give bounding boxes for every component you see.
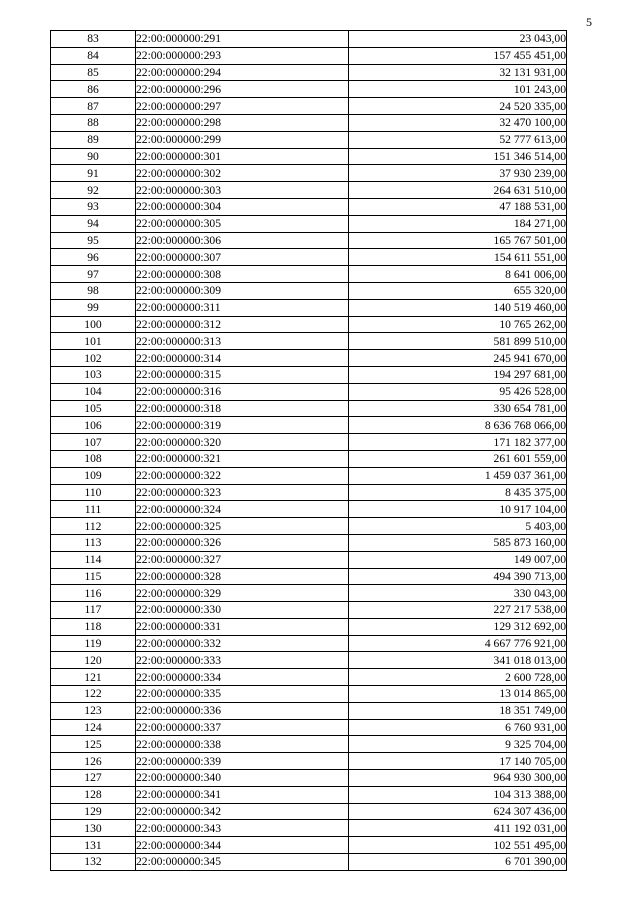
table-row [51,383,567,400]
row-number-cell: 92 [51,182,136,199]
value-cell: 494 390 713,00 [349,568,567,585]
row-number-cell: 93 [51,198,136,215]
row-number-cell: 132 [51,854,136,871]
row-number-cell: 91 [51,165,136,182]
table-row [51,467,567,484]
cadastral-number-cell: 22:00:000000:308 [136,266,349,283]
value-cell: 8 641 006,00 [349,266,567,283]
table-row [51,854,567,871]
value-cell: 102 551 495,00 [349,837,567,854]
value-cell: 171 182 377,00 [349,434,567,451]
row-number-cell: 98 [51,282,136,299]
cadastral-number-cell: 22:00:000000:320 [136,434,349,451]
row-number-cell: 94 [51,215,136,232]
cadastral-number-cell: 22:00:000000:334 [136,669,349,686]
row-number-cell: 125 [51,736,136,753]
value-cell: 341 018 013,00 [349,652,567,669]
table-row [51,652,567,669]
cadastral-number-cell: 22:00:000000:343 [136,820,349,837]
cadastral-number-cell: 22:00:000000:326 [136,534,349,551]
value-cell: 964 930 300,00 [349,770,567,787]
value-cell: 104 313 388,00 [349,786,567,803]
cadastral-number-cell: 22:00:000000:299 [136,131,349,148]
value-cell: 245 941 670,00 [349,350,567,367]
table-row [51,114,567,131]
value-cell: 32 131 931,00 [349,64,567,81]
row-number-cell: 121 [51,669,136,686]
value-cell: 264 631 510,00 [349,182,567,199]
value-cell: 624 307 436,00 [349,803,567,820]
cadastral-number-cell: 22:00:000000:316 [136,383,349,400]
cadastral-number-cell: 22:00:000000:330 [136,602,349,619]
row-number-cell: 97 [51,266,136,283]
row-number-cell: 84 [51,47,136,64]
row-number-cell: 106 [51,417,136,434]
table-row [51,47,567,64]
row-number-cell: 95 [51,232,136,249]
value-cell: 8 636 768 066,00 [349,417,567,434]
row-number-cell: 122 [51,686,136,703]
row-number-cell: 127 [51,770,136,787]
table-row [51,333,567,350]
cadastral-number-cell: 22:00:000000:336 [136,702,349,719]
table-row [51,148,567,165]
cadastral-number-cell: 22:00:000000:322 [136,467,349,484]
value-cell: 261 601 559,00 [349,450,567,467]
row-number-cell: 86 [51,81,136,98]
row-number-cell: 131 [51,837,136,854]
row-number-cell: 115 [51,568,136,585]
row-number-cell: 112 [51,518,136,535]
table-row [51,434,567,451]
table-row [51,803,567,820]
table-row [51,249,567,266]
table-row [51,518,567,535]
table-row [51,98,567,115]
value-cell: 151 346 514,00 [349,148,567,165]
cadastral-number-cell: 22:00:000000:331 [136,618,349,635]
cadastral-number-cell: 22:00:000000:324 [136,501,349,518]
cadastral-number-cell: 22:00:000000:305 [136,215,349,232]
row-number-cell: 99 [51,299,136,316]
value-cell: 5 403,00 [349,518,567,535]
row-number-cell: 108 [51,450,136,467]
table-row [51,282,567,299]
cadastral-number-cell: 22:00:000000:332 [136,635,349,652]
page-number: 5 [586,15,592,29]
value-cell: 140 519 460,00 [349,299,567,316]
cadastral-number-cell: 22:00:000000:297 [136,98,349,115]
row-number-cell: 124 [51,719,136,736]
row-number-cell: 117 [51,602,136,619]
table-row [51,702,567,719]
cadastral-number-cell: 22:00:000000:313 [136,333,349,350]
value-cell: 47 188 531,00 [349,198,567,215]
cadastral-number-cell: 22:00:000000:335 [136,686,349,703]
cadastral-number-cell: 22:00:000000:338 [136,736,349,753]
table-row [51,266,567,283]
table-row [51,618,567,635]
row-number-cell: 100 [51,316,136,333]
table-row [51,400,567,417]
table-row [51,232,567,249]
value-cell: 227 217 538,00 [349,602,567,619]
cadastral-number-cell: 22:00:000000:309 [136,282,349,299]
value-cell: 165 767 501,00 [349,232,567,249]
cadastral-number-cell: 22:00:000000:291 [136,31,349,48]
cadastral-number-cell: 22:00:000000:325 [136,518,349,535]
table-row [51,551,567,568]
row-number-cell: 113 [51,534,136,551]
cadastral-number-cell: 22:00:000000:314 [136,350,349,367]
row-number-cell: 83 [51,31,136,48]
table-body [51,31,567,871]
row-number-cell: 104 [51,383,136,400]
row-number-cell: 85 [51,64,136,81]
cadastral-number-cell: 22:00:000000:339 [136,753,349,770]
cadastral-number-cell: 22:00:000000:298 [136,114,349,131]
row-number-cell: 114 [51,551,136,568]
value-cell: 585 873 160,00 [349,534,567,551]
cadastral-value-table [50,30,567,871]
cadastral-number-cell: 22:00:000000:323 [136,484,349,501]
table-row [51,585,567,602]
value-cell: 6 701 390,00 [349,854,567,871]
row-number-cell: 90 [51,148,136,165]
row-number-cell: 109 [51,467,136,484]
cadastral-number-cell: 22:00:000000:341 [136,786,349,803]
cadastral-number-cell: 22:00:000000:344 [136,837,349,854]
cadastral-number-cell: 22:00:000000:293 [136,47,349,64]
table-row [51,669,567,686]
table-row [51,534,567,551]
row-number-cell: 110 [51,484,136,501]
value-cell: 330 654 781,00 [349,400,567,417]
value-cell: 184 271,00 [349,215,567,232]
row-number-cell: 96 [51,249,136,266]
cadastral-number-cell: 22:00:000000:301 [136,148,349,165]
row-number-cell: 89 [51,131,136,148]
table-row [51,820,567,837]
cadastral-number-cell: 22:00:000000:318 [136,400,349,417]
table-row [51,366,567,383]
table-row [51,770,567,787]
table-row [51,81,567,98]
value-cell: 95 426 528,00 [349,383,567,400]
cadastral-number-cell: 22:00:000000:315 [136,366,349,383]
row-number-cell: 88 [51,114,136,131]
table-row [51,316,567,333]
row-number-cell: 102 [51,350,136,367]
value-cell: 18 351 749,00 [349,702,567,719]
cadastral-number-cell: 22:00:000000:337 [136,719,349,736]
row-number-cell: 119 [51,635,136,652]
cadastral-number-cell: 22:00:000000:319 [136,417,349,434]
value-cell: 10 917 104,00 [349,501,567,518]
value-cell: 10 765 262,00 [349,316,567,333]
table-row [51,568,567,585]
cadastral-number-cell: 22:00:000000:333 [136,652,349,669]
value-cell: 129 312 692,00 [349,618,567,635]
value-cell: 13 014 865,00 [349,686,567,703]
row-number-cell: 123 [51,702,136,719]
table-row [51,198,567,215]
row-number-cell: 128 [51,786,136,803]
value-cell: 157 455 451,00 [349,47,567,64]
value-cell: 9 325 704,00 [349,736,567,753]
value-cell: 154 611 551,00 [349,249,567,266]
row-number-cell: 87 [51,98,136,115]
cadastral-number-cell: 22:00:000000:321 [136,450,349,467]
table-row [51,417,567,434]
cadastral-number-cell: 22:00:000000:311 [136,299,349,316]
value-cell: 23 043,00 [349,31,567,48]
cadastral-number-cell: 22:00:000000:302 [136,165,349,182]
table-row [51,753,567,770]
row-number-cell: 129 [51,803,136,820]
cadastral-number-cell: 22:00:000000:345 [136,854,349,871]
row-number-cell: 130 [51,820,136,837]
table-row [51,501,567,518]
value-cell: 1 459 037 361,00 [349,467,567,484]
row-number-cell: 118 [51,618,136,635]
cadastral-number-cell: 22:00:000000:306 [136,232,349,249]
row-number-cell: 107 [51,434,136,451]
cadastral-number-cell: 22:00:000000:303 [136,182,349,199]
table-row [51,635,567,652]
table-row [51,64,567,81]
value-cell: 149 007,00 [349,551,567,568]
table-row [51,736,567,753]
table-row [51,719,567,736]
table-row [51,131,567,148]
row-number-cell: 111 [51,501,136,518]
cadastral-number-cell: 22:00:000000:340 [136,770,349,787]
cadastral-number-cell: 22:00:000000:327 [136,551,349,568]
value-cell: 6 760 931,00 [349,719,567,736]
table-row [51,182,567,199]
table-row [51,484,567,501]
row-number-cell: 105 [51,400,136,417]
cadastral-number-cell: 22:00:000000:328 [136,568,349,585]
value-cell: 2 600 728,00 [349,669,567,686]
table-row [51,215,567,232]
value-cell: 581 899 510,00 [349,333,567,350]
cadastral-number-cell: 22:00:000000:342 [136,803,349,820]
value-cell: 24 520 335,00 [349,98,567,115]
table-row [51,165,567,182]
value-cell: 411 192 031,00 [349,820,567,837]
value-cell: 37 930 239,00 [349,165,567,182]
cadastral-number-cell: 22:00:000000:296 [136,81,349,98]
row-number-cell: 126 [51,753,136,770]
value-cell: 4 667 776 921,00 [349,635,567,652]
row-number-cell: 116 [51,585,136,602]
table-row [51,350,567,367]
table-row [51,31,567,48]
table-row [51,602,567,619]
table-row [51,786,567,803]
table-row [51,450,567,467]
cadastral-number-cell: 22:00:000000:329 [136,585,349,602]
value-cell: 17 140 705,00 [349,753,567,770]
value-cell: 194 297 681,00 [349,366,567,383]
row-number-cell: 103 [51,366,136,383]
row-number-cell: 101 [51,333,136,350]
cadastral-number-cell: 22:00:000000:294 [136,64,349,81]
table-row [51,299,567,316]
table-row [51,837,567,854]
value-cell: 655 320,00 [349,282,567,299]
value-cell: 330 043,00 [349,585,567,602]
cadastral-number-cell: 22:00:000000:304 [136,198,349,215]
value-cell: 52 777 613,00 [349,131,567,148]
cadastral-number-cell: 22:00:000000:307 [136,249,349,266]
table-row [51,686,567,703]
value-cell: 8 435 375,00 [349,484,567,501]
value-cell: 32 470 100,00 [349,114,567,131]
row-number-cell: 120 [51,652,136,669]
cadastral-number-cell: 22:00:000000:312 [136,316,349,333]
value-cell: 101 243,00 [349,81,567,98]
